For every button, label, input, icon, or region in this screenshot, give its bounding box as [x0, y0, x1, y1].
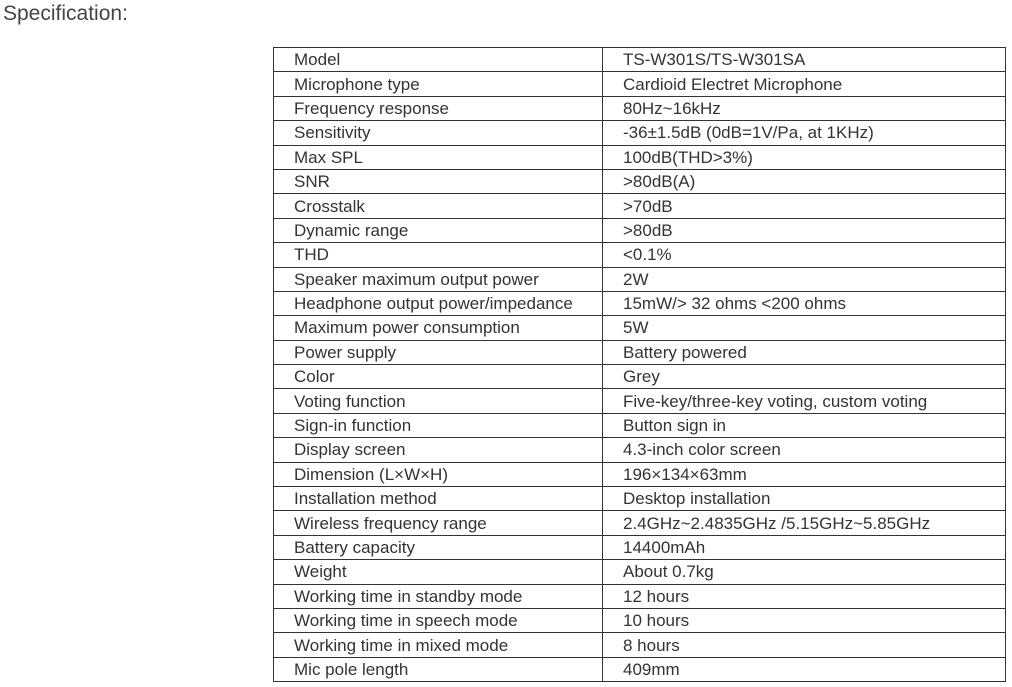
spec-label-cell: THD [274, 243, 603, 267]
spec-label-cell: Dynamic range [274, 218, 603, 242]
spec-label-cell: Dimension (L×W×H) [274, 462, 603, 486]
table-row [274, 291, 1006, 315]
spec-value-cell: >80dB(A) [603, 169, 1006, 193]
spec-label-cell: Power supply [274, 340, 603, 364]
spec-value-cell: Desktop installation [603, 487, 1006, 511]
spec-label-cell: Working time in standby mode [274, 584, 603, 608]
spec-value-cell: Five-key/three-key voting, custom voting [603, 389, 1006, 413]
table-row [274, 218, 1006, 242]
table-row [274, 72, 1006, 96]
table-row [274, 633, 1006, 657]
spec-label-cell: Microphone type [274, 72, 603, 96]
table-row [274, 487, 1006, 511]
spec-value-cell: 15mW/> 32 ohms <200 ohms [603, 291, 1006, 315]
spec-label-cell: Model [274, 48, 603, 72]
spec-value-cell: -36±1.5dB (0dB=1V/Pa, at 1KHz) [603, 121, 1006, 145]
table-row [274, 243, 1006, 267]
page-title: Specification: [3, 2, 128, 25]
table-row [274, 462, 1006, 486]
spec-label-cell: SNR [274, 169, 603, 193]
spec-label-cell: Voting function [274, 389, 603, 413]
table-row [274, 584, 1006, 608]
table-row [274, 560, 1006, 584]
spec-value-cell: TS-W301S/TS-W301SA [603, 48, 1006, 72]
spec-label-cell: Crosstalk [274, 194, 603, 218]
table-row [274, 511, 1006, 535]
spec-label-cell: Battery capacity [274, 535, 603, 559]
table-row [274, 608, 1006, 632]
spec-label-cell: Working time in speech mode [274, 608, 603, 632]
table-row [274, 169, 1006, 193]
spec-value-cell: 4.3-inch color screen [603, 438, 1006, 462]
table-row [274, 145, 1006, 169]
table-row [274, 121, 1006, 145]
spec-label-cell: Sign-in function [274, 413, 603, 437]
table-row [274, 194, 1006, 218]
spec-label-cell: Sensitivity [274, 121, 603, 145]
table-row [274, 267, 1006, 291]
spec-label-cell: Weight [274, 560, 603, 584]
table-row [274, 340, 1006, 364]
table-row [274, 657, 1006, 681]
spec-label-cell: Maximum power consumption [274, 316, 603, 340]
spec-label-cell: Display screen [274, 438, 603, 462]
spec-value-cell: 409mm [603, 657, 1006, 681]
specification-table-body [274, 48, 1006, 682]
specification-table [273, 47, 1006, 682]
spec-value-cell: Cardioid Electret Microphone [603, 72, 1006, 96]
table-row [274, 48, 1006, 72]
spec-label-cell: Max SPL [274, 145, 603, 169]
spec-label-cell: Color [274, 365, 603, 389]
spec-label-cell: Headphone output power/impedance [274, 291, 603, 315]
table-row [274, 413, 1006, 437]
spec-value-cell: 100dB(THD>3%) [603, 145, 1006, 169]
spec-value-cell: >80dB [603, 218, 1006, 242]
spec-label-cell: Speaker maximum output power [274, 267, 603, 291]
table-row [274, 365, 1006, 389]
table-row [274, 316, 1006, 340]
spec-label-cell: Mic pole length [274, 657, 603, 681]
spec-label-cell: Wireless frequency range [274, 511, 603, 535]
spec-value-cell: <0.1% [603, 243, 1006, 267]
spec-value-cell: 8 hours [603, 633, 1006, 657]
table-row [274, 438, 1006, 462]
spec-value-cell: About 0.7kg [603, 560, 1006, 584]
table-row [274, 389, 1006, 413]
spec-value-cell: Battery powered [603, 340, 1006, 364]
spec-value-cell: 10 hours [603, 608, 1006, 632]
spec-value-cell: 14400mAh [603, 535, 1006, 559]
spec-value-cell: 2.4GHz~2.4835GHz /5.15GHz~5.85GHz [603, 511, 1006, 535]
spec-value-cell: >70dB [603, 194, 1006, 218]
spec-value-cell: 80Hz~16kHz [603, 96, 1006, 120]
table-row [274, 96, 1006, 120]
spec-value-cell: Button sign in [603, 413, 1006, 437]
spec-value-cell: Grey [603, 365, 1006, 389]
spec-value-cell: 5W [603, 316, 1006, 340]
table-row [274, 535, 1006, 559]
spec-value-cell: 196×134×63mm [603, 462, 1006, 486]
spec-label-cell: Working time in mixed mode [274, 633, 603, 657]
spec-label-cell: Frequency response [274, 96, 603, 120]
spec-label-cell: Installation method [274, 487, 603, 511]
spec-value-cell: 2W [603, 267, 1006, 291]
spec-value-cell: 12 hours [603, 584, 1006, 608]
